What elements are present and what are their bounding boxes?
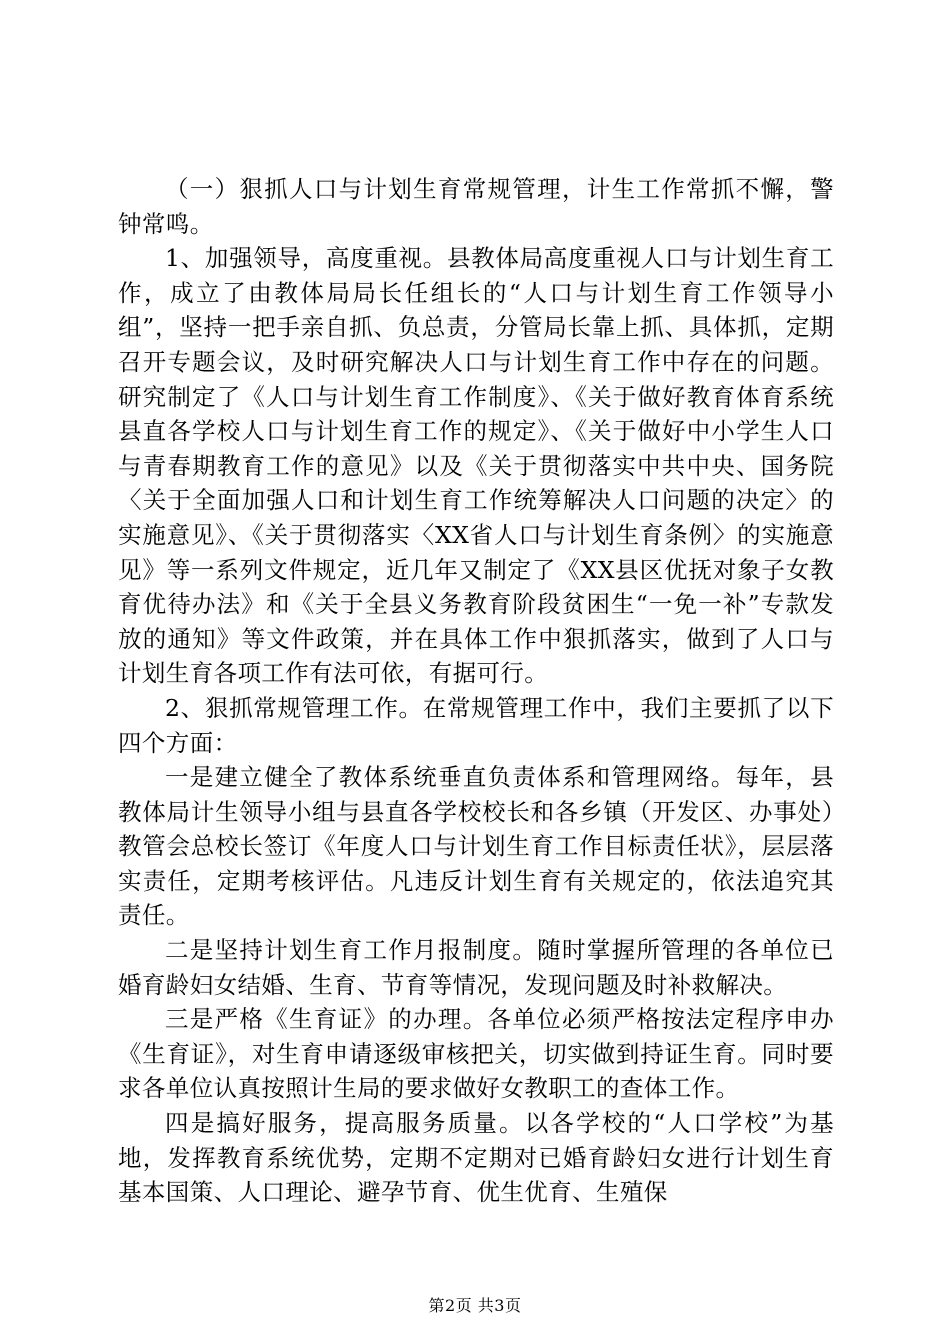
body-paragraph: 1、加强领导，高度重视。县教体局高度重视人口与计划生育工作，成立了由教体局局长任组长的“人口与计划生育工作领导小组”，坚持一把手亲自抓、负总责，分管局长靠上抓、具体抓，定期召开专题会议，及时研究解决人口与计划生育工作中存在的问题。研究制定了《人口与计划生育工作制度》、《关于做好教育体育系统县直各学校人口与计划生育工作的规定》、《关于做好中小学生人口与青春期教育工作的意见》以及《关于贯彻落实中共中央、国务院〈关于全面加强人口和计划生育工作统筹解决人口问题的决定〉的实施意见》、《关于贯彻落实〈XX省人口与计划生育条例〉的实施意见》等一系列文件规定，近几年又制定了《XX县区优抚对象子女教育优待办法》和《关于全县义务教育阶段贫困生“一免一补”专款发放的通知》等文件政策，并在具体工作中狠抓落实，做到了人口与计划生育各项工作有法可依，有据可行。: [118, 244, 834, 688]
body-paragraph: 四是搞好服务，提高服务质量。以各学校的“人口学校”为基地，发挥教育系统优势，定期不定期对已婚育龄妇女进行计划生育基本国策、人口理论、避孕节育、优生优育、生殖保: [118, 1109, 834, 1207]
section-heading-paragraph: （一）狠抓人口与计划生育常规管理，计生工作常抓不懈，警钟常鸣。: [118, 175, 834, 238]
body-paragraph: 2、狠抓常规管理工作。在常规管理工作中，我们主要抓了以下四个方面：: [118, 693, 834, 757]
body-paragraph: 三是严格《生育证》的办理。各单位必须严格按法定程序申办《生育证》，对生育申请逐级审核把关，切实做到持证生育。同时要求各单位认真按照计生局的要求做好女教职工的查体工作。: [118, 1005, 834, 1103]
body-paragraph: 二是坚持计划生育工作月报制度。随时掌握所管理的各单位已婚育龄妇女结婚、生育、节育等情况，发现问题及时补救解决。: [118, 936, 834, 999]
body-paragraph: 一是建立健全了教体系统垂直负责体系和管理网络。每年，县教体局计生领导小组与县直各学校校长和各乡镇（开发区、办事处）教管会总校长签订《年度人口与计划生育工作目标责任状》，层层落实责任，定期考核评估。凡违反计划生育有关规定的，依法追究其责任。: [118, 763, 834, 930]
page-footer: 第2页 共3页: [428, 1296, 522, 1315]
document-body: [118, 172, 834, 1210]
